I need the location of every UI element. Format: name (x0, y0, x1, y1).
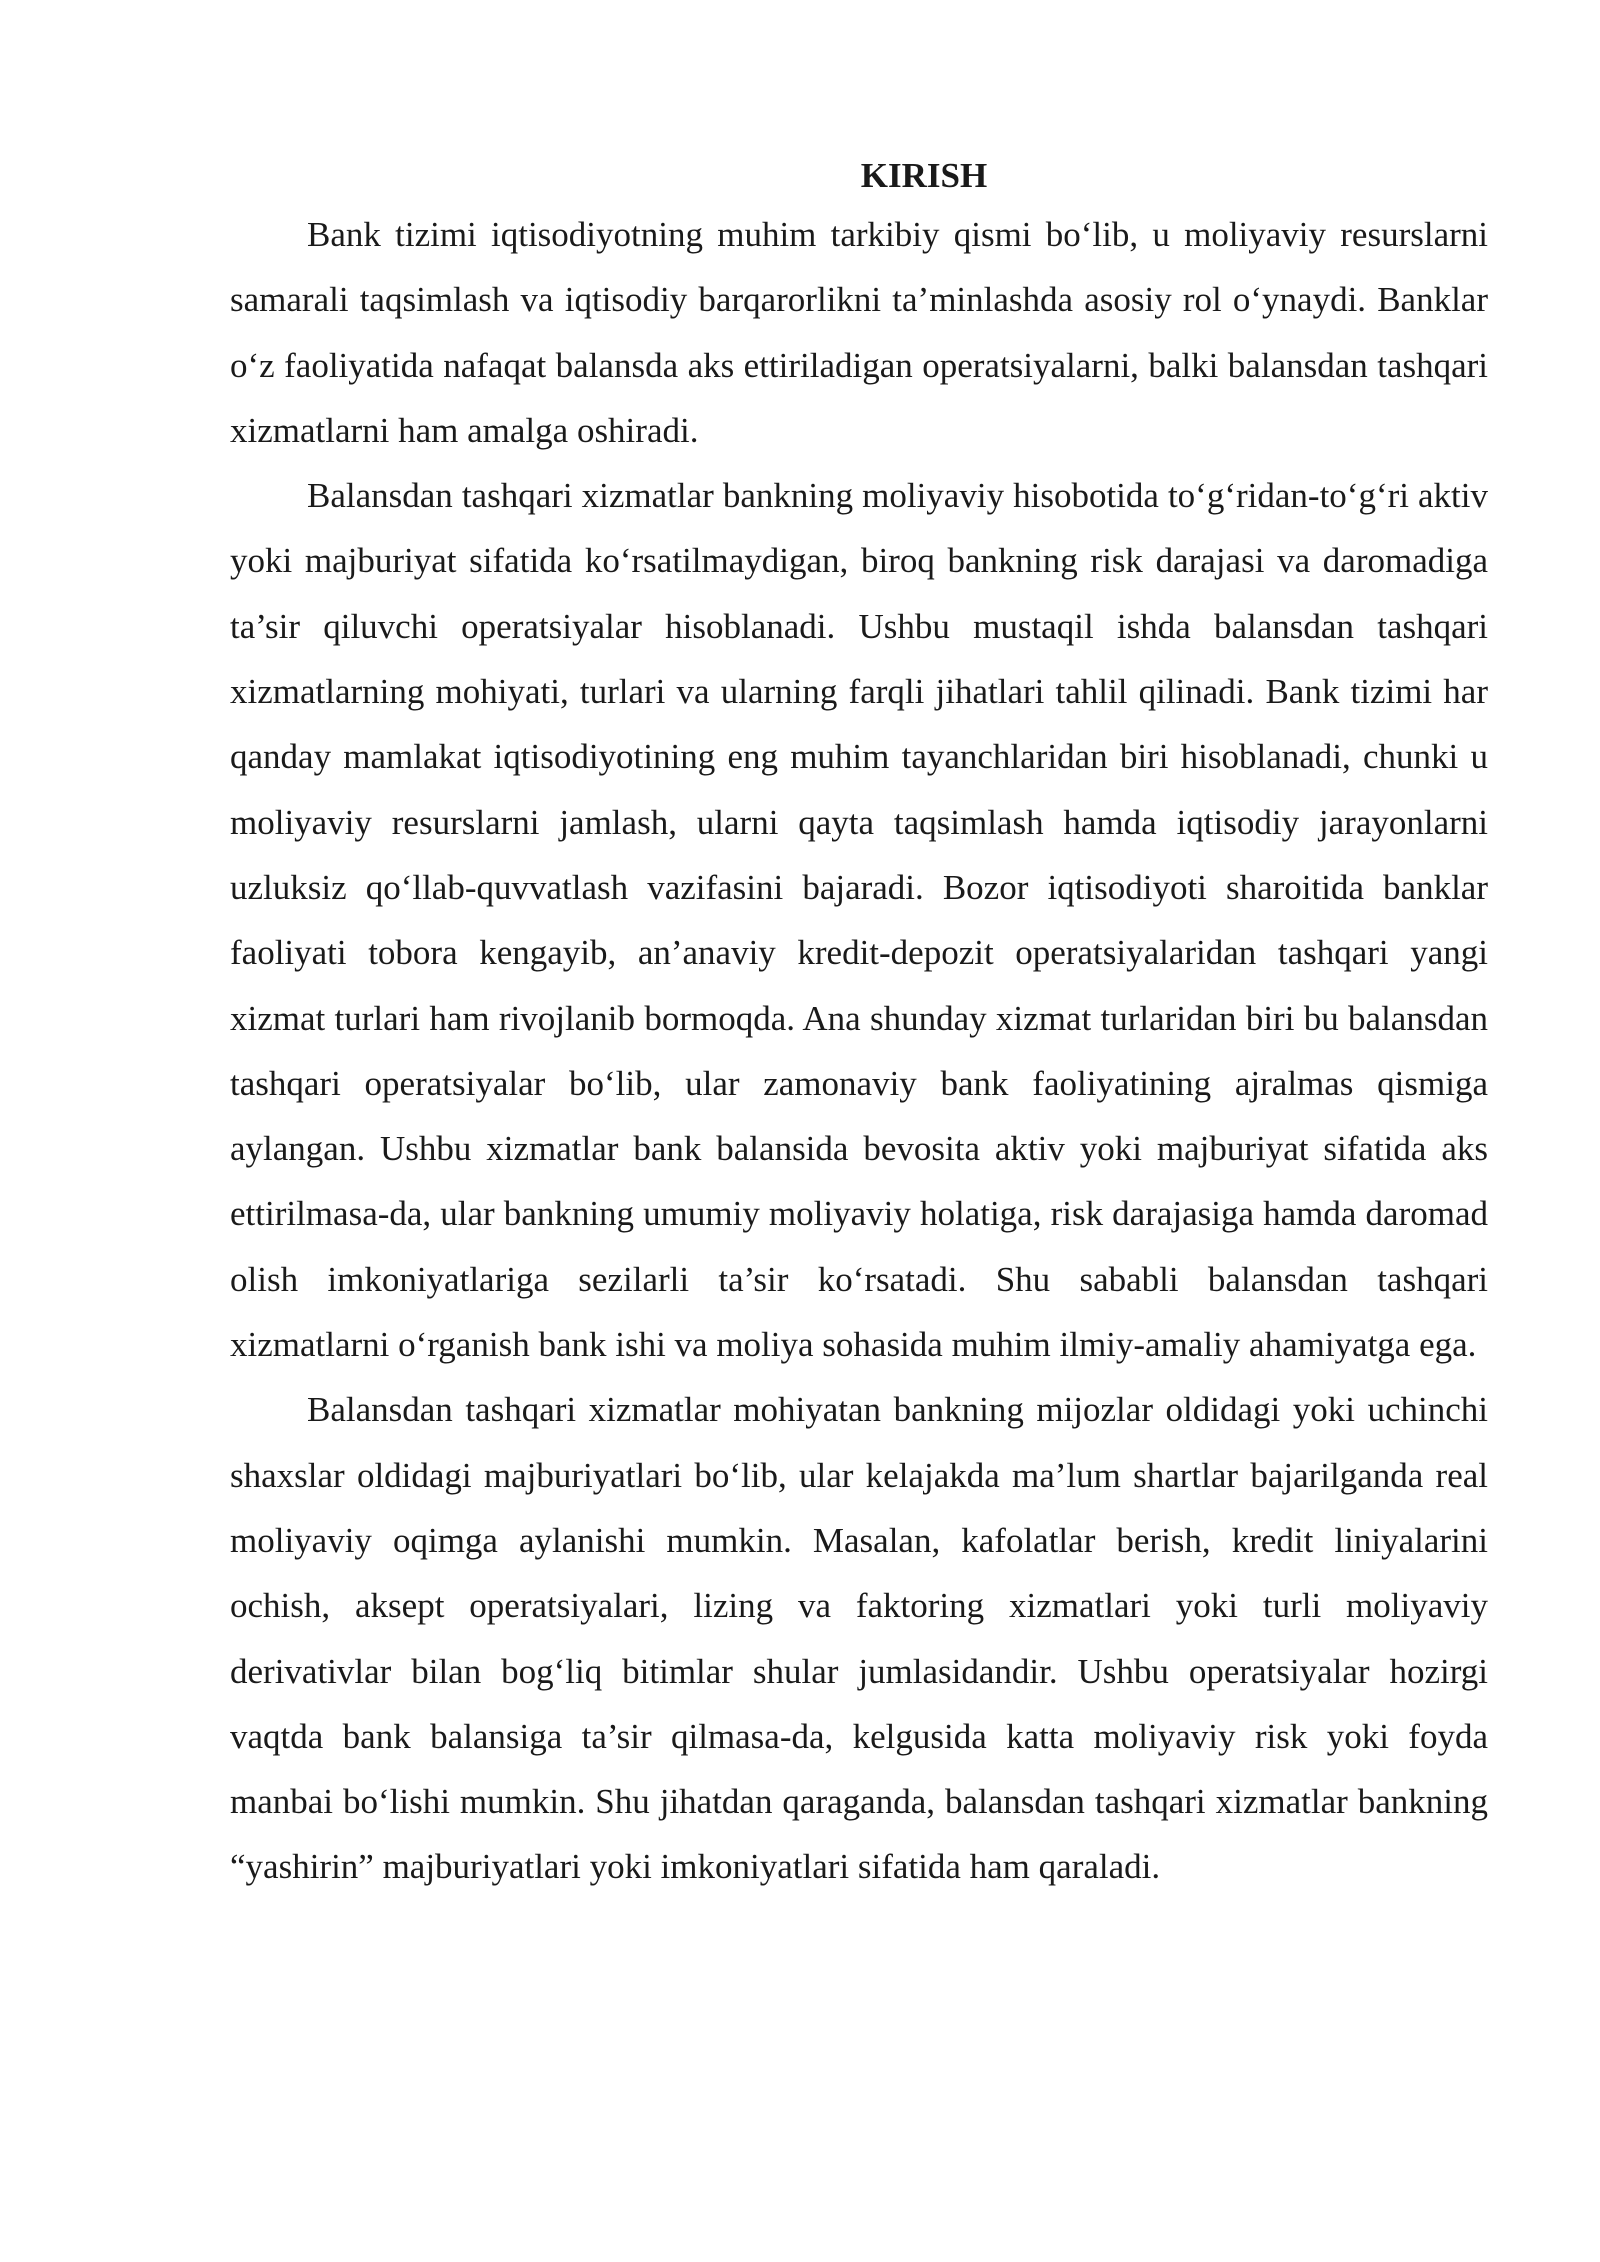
paragraph-3: Balansdan tashqari xizmatlar mohiyatan bankning mijozlar oldidagi yoki uchinchi shaxslar oldidagi majburiyatlari bo‘lib, ular kelajakda ma’lum shartlar bajarilganda real moliyaviy oqimga aylanishi mumkin. Masalan, kafolatlar berish, kredit liniyalarini ochish, aksept operatsiyalari, lizing va faktoring xizmatlari yoki turli moliyaviy derivativlar bilan bog‘liq bitimlar shular jumlasidandir. Ushbu operatsiyalar hozirgi vaqtda bank balansiga ta’sir qilmasa-da, kelgusida katta moliyaviy risk yoki foyda manbai bo‘lishi mumkin. Shu jihatdan qaraganda, balansdan tashqari xizmatlar bankning “yashirin” majburiyatlari yoki imkoniyatlari sifatida ham qaraladi. (230, 1390, 1488, 1887)
page-title: KIRISH (860, 156, 988, 195)
paragraph-2: Balansdan tashqari xizmatlar bankning moliyaviy hisobotida to‘g‘ridan-to‘g‘ri aktiv yoki majburiyat sifatida ko‘rsatilmaydigan, biroq bankning risk darajasi va daromadiga ta’sir qiluvchi operatsiyalar hisoblanadi. Ushbu mustaqil ishda balansdan tashqari xizmatlarning mohiyati, turlari va ularning farqli jihatlari tahlil qilinadi. Bank tizimi har qanday mamlakat iqtisodiyotining eng muhim tayanchlaridan biri hisoblanadi, chunki u moliyaviy resurslarni jamlash, ularni qayta taqsimlash hamda iqtisodiy jarayonlarni uzluksiz qo‘llab-quvvatlash vazifasini bajaradi. Bozor iqtisodiyoti sharoitida banklar faoliyati tobora kengayib, an’anaviy kredit-depozit operatsiyalaridan tashqari yangi xizmat turlari ham rivojlanib bormoqda. Ana shunday xizmat turlaridan biri bu balansdan tashqari operatsiyalar bo‘lib, ular zamonaviy bank faoliyatining ajralmas qismiga aylangan. Ushbu xizmatlar bank balansida bevosita aktiv yoki majburiyat sifatida aks ettirilmasa-da, ular bankning umumiy moliyaviy holatiga, risk darajasiga hamda daromad olish imkoniyatlariga sezilarli ta’sir ko‘rsatadi. Shu sababli balansdan tashqari xizmatlarni o‘rganish bank ishi va moliya sohasida muhim ilmiy-amaliy ahamiyatga ega. (230, 476, 1488, 1365)
document-body (230, 150, 1488, 1900)
paragraph-1: Bank tizimi iqtisodiyotning muhim tarkibiy qismi bo‘lib, u moliyaviy resurslarni samarali taqsimlash va iqtisodiy barqarorlikni ta’minlashda asosiy rol o‘ynaydi. Banklar o‘z faoliyatida nafaqat balansda aks ettiriladigan operatsiyalarni, balki balansdan tashqari xizmatlarni ham amalga oshiradi. (230, 215, 1488, 450)
